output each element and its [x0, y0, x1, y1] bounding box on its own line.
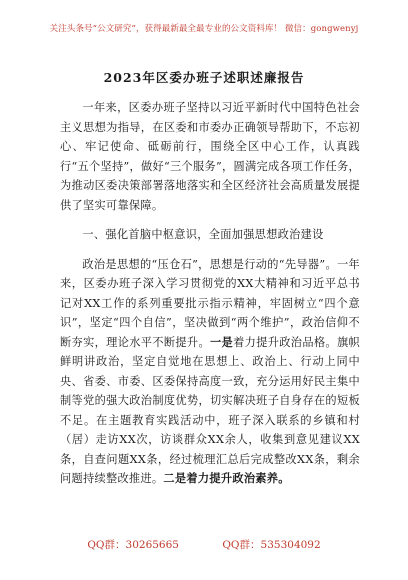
section-heading: 一、强化首脑中枢意识，全面加强思想政治建设: [82, 228, 324, 241]
qq-group-2: QQ群：535304092: [222, 539, 321, 551]
document-body: [60, 98, 360, 489]
page-title: 2023年区委办班子述职述廉报告: [103, 70, 305, 85]
paragraph-text: 着力提升政治素养。: [186, 471, 290, 485]
intro-paragraph: 一年来，区委办班子坚持以习近平新时代中国特色社会主义思想为指导，在区委和市委办正确领导帮助下，不忘初心、牢记使命、砥砺前行，围绕全区中心工作，认真践行“五个坚持”，做好“三个服务”，圆满完成各项工作任务，为推动区委决策部署落地落实和全区经济社会高质量发展提供了坚实可靠保障。: [60, 101, 360, 212]
section-paragraph: [60, 255, 360, 489]
paragraph-text: 着力提升政治品格。旗帜鲜明讲政治，坚定自觉地在思想上、政治上、行动上同中央、省委、市委、区委保持高度一致，充分运用好民主集中制等党的强大政治制度优势，切实解决班子自身存在的短板不足。在主题教育实践活动中，班子深入联系的乡镇和村（居）走访XX次，访谈群众XX余人，收集到意见建议XX条，自查问题XX条，经过梳理汇总后完成整改XX条，剩余问题持续整改推进。: [60, 335, 360, 485]
header-banner: 关注头条号“公文研究”，获得最新最全最专业的公文资料库！ 微信：gongwenyj: [49, 24, 359, 34]
qq-group-1: QQ群：30265665: [87, 539, 179, 551]
footer: [0, 537, 408, 552]
point-marker-2: 二是: [163, 471, 187, 485]
point-marker-1: 一是: [210, 334, 234, 349]
paragraph-text: 政治是思想的“压仓石”，思想是行动的“先导器”。一年来，区委办班子深入学习贯彻党的XX大精神和习近平总书记对XX工作的系列重要批示指示精神，牢固树立“四个意识”，坚定“四个自信”，坚决做到“两个维护”，政治信仰不断夯实，理论水平不断提升。: [60, 257, 360, 349]
